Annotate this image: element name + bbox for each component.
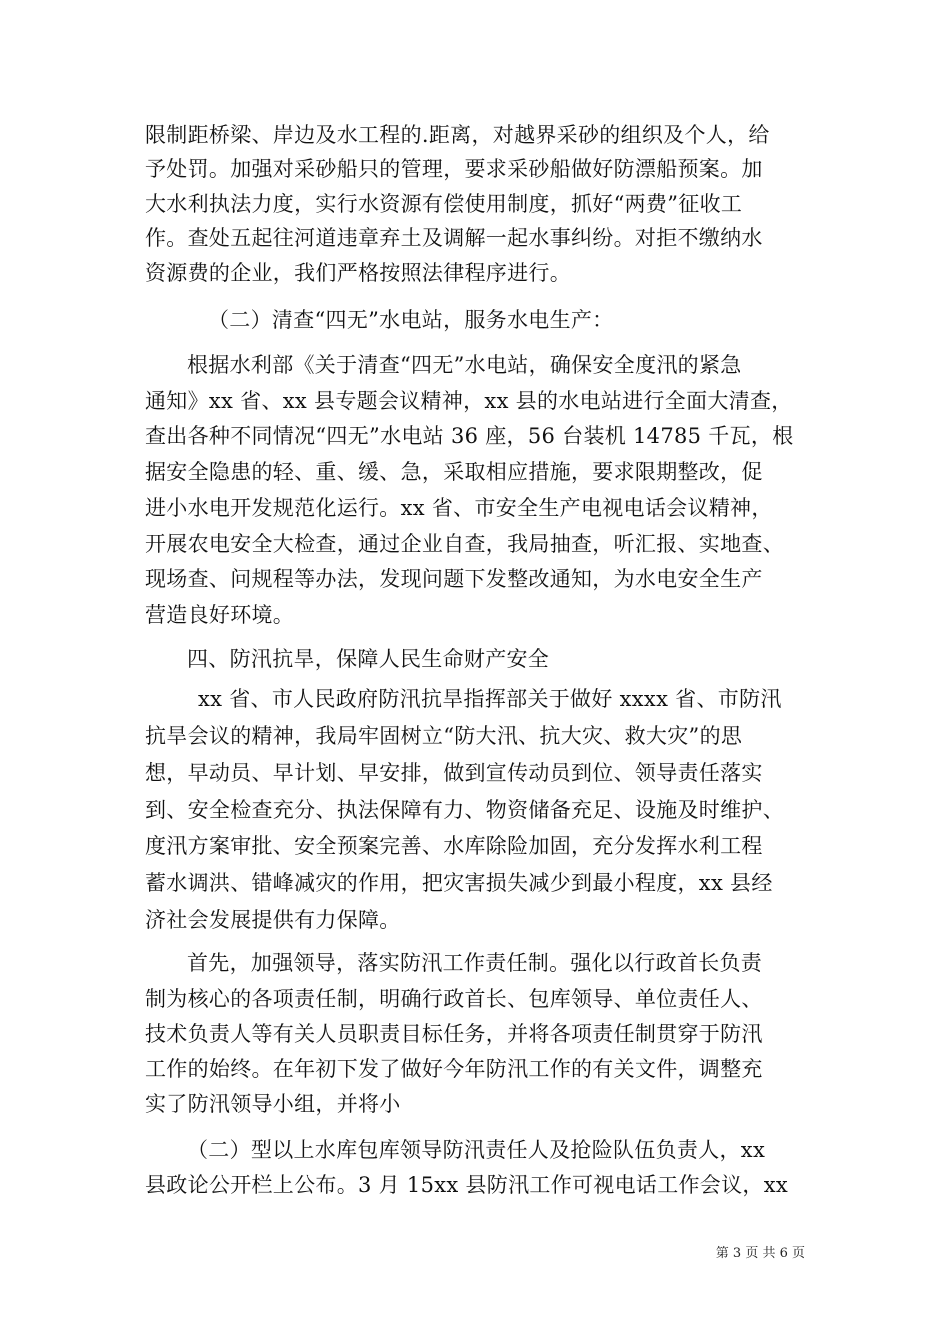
text-line: 实了防汛领导小组，并将小 [145,1092,401,1116]
text-line: 据安全隐患的轻、重、缓、急，采取相应措施，要求限期整改，促 [145,460,763,484]
text-line: 开展农电安全大检查，通过企业自查，我局抽查，听汇报、实地查、 [145,532,784,556]
text-line: 到、安全检查充分、执法保障有力、物资储备充足、设施及时维护、 [145,798,784,822]
text-line: 济社会发展提供有力保障。 [145,908,401,932]
text-line: 大水利执法力度，实行水资源有偿使用制度，抓好“两费”征收工 [145,192,743,216]
text-line: 进小水电开发规范化运行。xx 省、市安全生产电视电话会议精神， [145,496,773,520]
paragraph-first-line: xx 省、市人民政府防汛抗旱指挥部关于做好 xxxx 省、市防汛 [198,687,782,711]
text-line: 抗旱会议的精神，我局牢固树立“防大汛、抗大灾、救大灾”的思 [145,724,743,748]
text-line: 查出各种不同情况“四无”水电站 36 座，56 台装机 14785 千瓦，根 [145,424,794,448]
paragraph-first-line: （二）型以上水库包库领导防汛责任人及抢险队伍负责人，xx [187,1138,766,1162]
text-line: 工作的始终。在年初下发了做好今年防汛工作的有关文件，调整充 [145,1057,763,1081]
paragraph-first-line: 根据水利部《关于清查“四无”水电站，确保安全度汛的紧急 [187,353,742,377]
text-line: 技术负责人等有关人员职责目标任务，并将各项责任制贯穿于防汛 [145,1022,763,1046]
text-line: 资源费的企业，我们严格按照法律程序进行。 [145,261,571,285]
text-line: 度汛方案审批、安全预案完善、水库除险加固，充分发挥水利工程 [145,834,763,858]
text-line: 予处罚。加强对采砂船只的管理，要求采砂船做好防漂船预案。加 [145,157,763,181]
text-line: 限制距桥梁、岸边及水工程的.距离，对越界采砂的组织及个人，给 [145,123,770,147]
text-line: 现场查、问规程等办法，发现问题下发整改通知，为水电安全生产 [145,567,763,591]
text-line: 作。查处五起往河道违章弃土及调解一起水事纠纷。对拒不缴纳水 [145,226,763,250]
text-line: 县政论公开栏上公布。3 月 15xx 县防汛工作可视电话工作会议，xx [145,1173,788,1197]
section-heading: （二）清查“四无”水电站，服务水电生产： [208,308,614,332]
text-line: 通知》xx 省、xx 县专题会议精神，xx 县的水电站进行全面大清查， [145,389,793,413]
section-heading: 四、防汛抗旱，保障人民生命财产安全 [187,647,550,671]
paragraph-first-line: 首先，加强领导，落实防汛工作责任制。强化以行政首长负责 [187,951,763,975]
text-line: 制为核心的各项责任制，明确行政首长、包库领导、单位责任人、 [145,987,763,1011]
page-number: 第 3 页 共 6 页 [715,1246,805,1261]
text-line: 营造良好环境。 [145,603,295,627]
text-line: 蓄水调洪、错峰减灾的作用，把灾害损失减少到最小程度，xx 县经 [145,871,773,895]
text-line: 想，早动员、早计划、早安排，做到宣传动员到位、领导责任落实 [145,761,763,785]
